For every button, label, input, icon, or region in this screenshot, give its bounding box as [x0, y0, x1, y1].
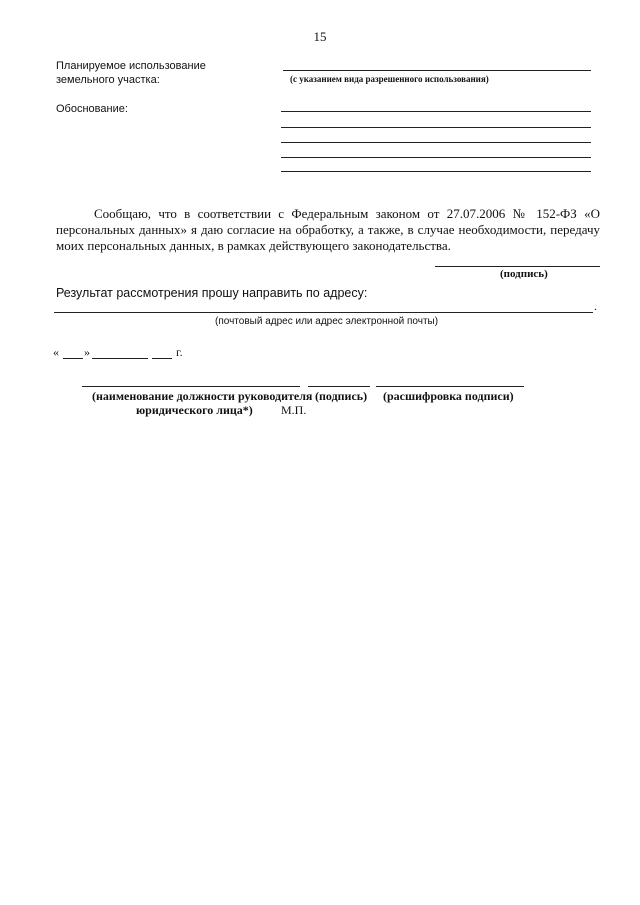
head-signature-caption: (подпись): [315, 389, 368, 403]
justification-line-4[interactable]: [281, 157, 591, 158]
consent-paragraph: Сообщаю, что в соответствии с Федеральным законом от 27.07.2006 № 152-ФЗ «О персональных данных» я даю согласие на обработку, а также, в случае необходимости, передачу моих персональных данных, в рамках действующего законодательства.: [56, 206, 600, 253]
justification-line-3[interactable]: [281, 142, 591, 143]
signature-decoding-caption: (расшифровка подписи): [383, 389, 514, 403]
land-use-label: [56, 59, 206, 87]
land-use-label-line2: земельного участка:: [56, 74, 160, 86]
consent-signature-caption: (подпись): [500, 268, 548, 280]
date-year-suffix: г.: [176, 345, 183, 359]
address-caption: (почтовый адрес или адрес электронной почты): [215, 316, 439, 327]
land-use-caption: (с указанием вида разрешенного использования): [290, 74, 489, 84]
date-year-field[interactable]: [152, 358, 172, 359]
land-use-label-line1: Планируемое использование: [56, 60, 206, 72]
date-open-quote: «: [53, 345, 59, 359]
date-month-field[interactable]: [92, 358, 148, 359]
date-day-field[interactable]: [63, 358, 83, 359]
justification-label: Обоснование:: [56, 103, 128, 115]
position-field-line[interactable]: [82, 386, 300, 387]
justification-line-2[interactable]: [281, 127, 591, 128]
date-close-quote: »: [84, 345, 90, 359]
position-caption-line2: юридического лица*): [136, 403, 253, 417]
justification-line-5[interactable]: [281, 171, 591, 172]
justification-line-1[interactable]: [281, 111, 591, 112]
result-address-label: Результат рассмотрения прошу направить по адресу:: [56, 286, 368, 300]
position-caption-line1: (наименование должности руководителя: [92, 389, 313, 403]
page-number: 15: [313, 29, 327, 44]
land-use-field-line[interactable]: [283, 70, 591, 71]
signature-decoding-line[interactable]: [376, 386, 524, 387]
consent-signature-line[interactable]: [435, 266, 600, 267]
address-end-mark: .: [594, 299, 597, 313]
head-signature-line[interactable]: [308, 386, 370, 387]
stamp-mark: М.П.: [281, 403, 307, 417]
address-field-line[interactable]: [54, 312, 593, 313]
